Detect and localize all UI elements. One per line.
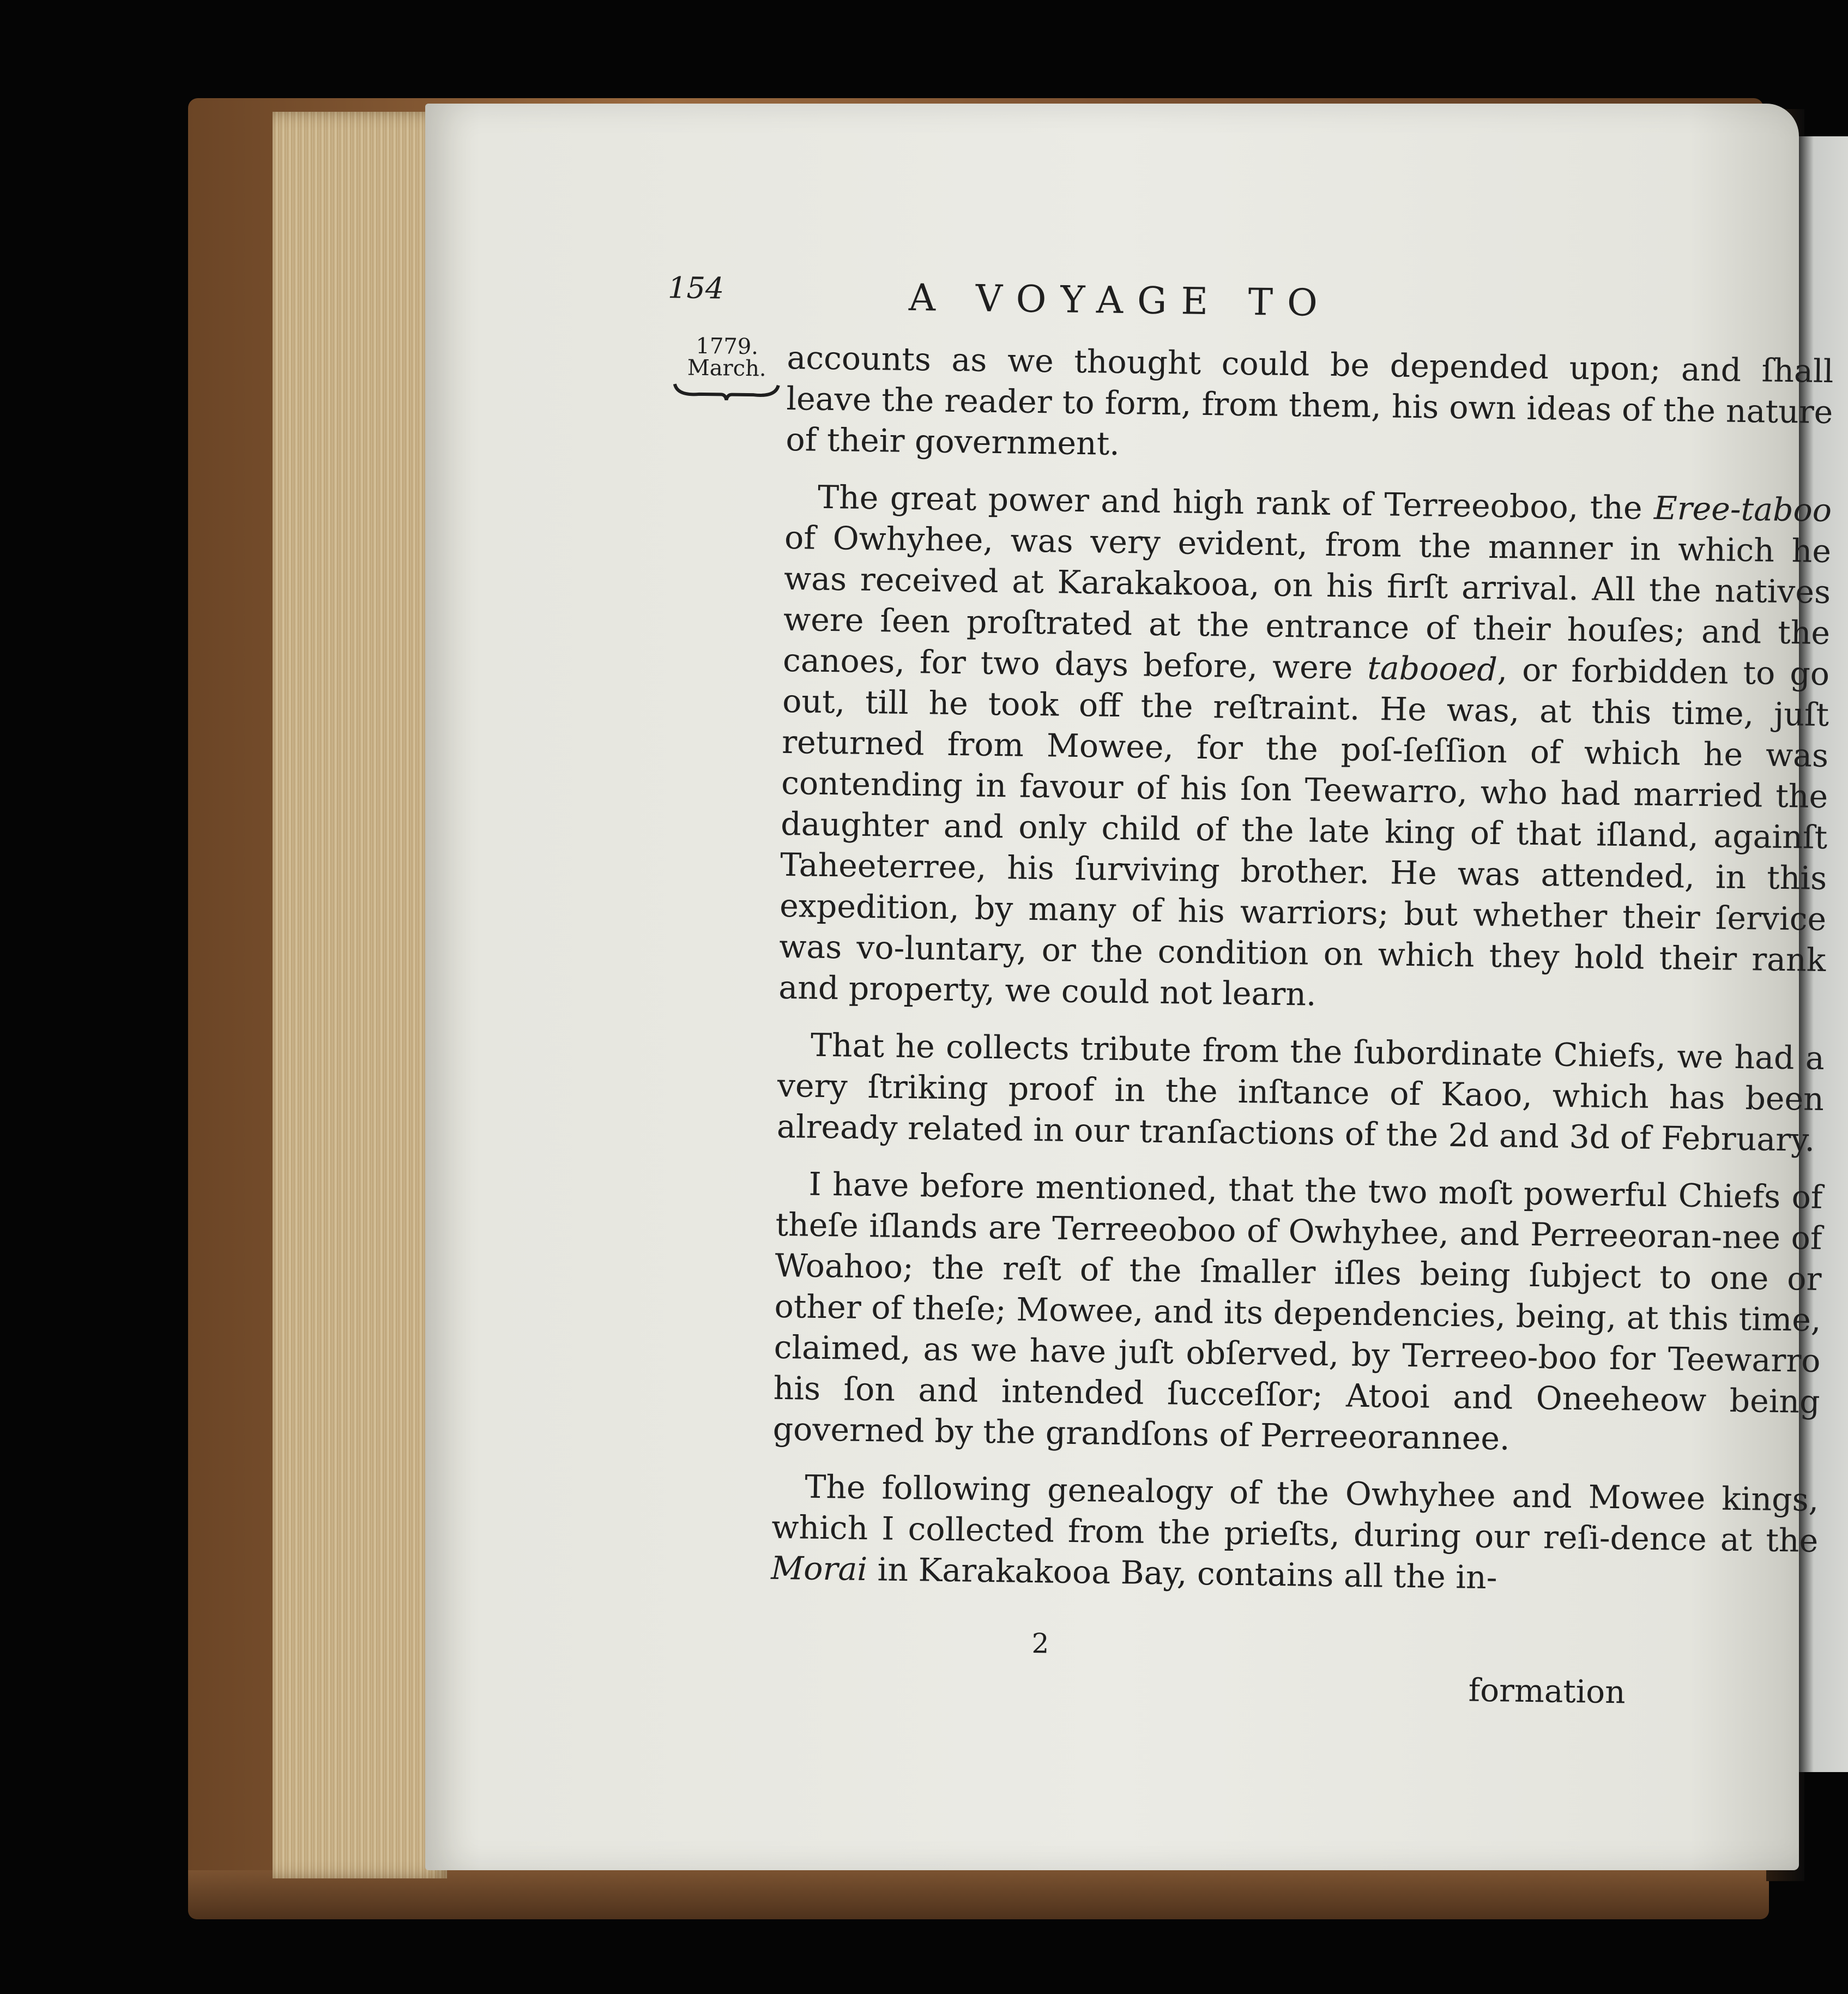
catchword: formation (1468, 1671, 1626, 1711)
running-head: A VOYAGE TO (908, 276, 1332, 326)
paragraph-3: That he collects tribute from the ſubordinate Chiefs, we had a very ſtriking proof in the inſtance of Kaoo, which has been already related in our tranſactions of the 2d and 3d of February. (776, 1026, 1825, 1159)
body-text (771, 338, 1834, 1619)
page-content (413, 93, 1834, 1877)
margin-brace-icon (672, 379, 781, 403)
paragraph-2: The great power and high rank of Terreeoboo, the Eree-taboo of Owhyhee, was very evident, from the manner in which he was received at Karakakooa, on his firſt arrival. All the natives were ſeen proſtrated at the entrance of their houſes; and the canoes, for two days before, were tabooed, or forbidden to go out, till he took off the reſtraint. He was, at this time, juſt returned from Mowee, for the poſ-ſeſſion of which he was contending in favour of his ſon Teewarro, who had married the daughter and only child of the late king of that iſland, againſt Taheeterree, his ſurviving brother. He was attended, in this expedition, by many of his warriors; but whether their ſervice was vo-luntary, or the condition on which they hold their rank and property, we could not learn. (778, 478, 1832, 1013)
paragraph-5: The following genealogy of the Owhyhee and Mowee kings, which I collected from the prieſts, during our reſi-dence at the Morai in Karakakooa Bay, contains all the in- (770, 1468, 1819, 1597)
book-page (425, 104, 1834, 1870)
signature-mark: 2 (1031, 1628, 1049, 1660)
page-number: 154 (667, 270, 724, 306)
margin-date (683, 333, 771, 382)
paragraph-4: I have before mentioned, that the two moſt powerful Chiefs of theſe iſlands are Terreeoboo of Owhyhee, and Perreeoran-nee of Woahoo; the reſt of the ſmaller iſles being ſubject to one or other of theſe; Mowee, and its dependencies, being, at this time, claimed, as we have juſt obſerved, by Terreeo-boo for Teewarro his ſon and intended ſucceſſor; Atooi and Oneeheow being governed by the grandſons of Perreeorannee. (772, 1165, 1823, 1457)
margin-year: 1779. (696, 333, 759, 360)
paragraph-1: accounts as we thought could be depended upon; and ſhall leave the reader to form, from them, his own ideas of the nature of their government. (786, 339, 1834, 462)
margin-month: March. (687, 355, 766, 382)
